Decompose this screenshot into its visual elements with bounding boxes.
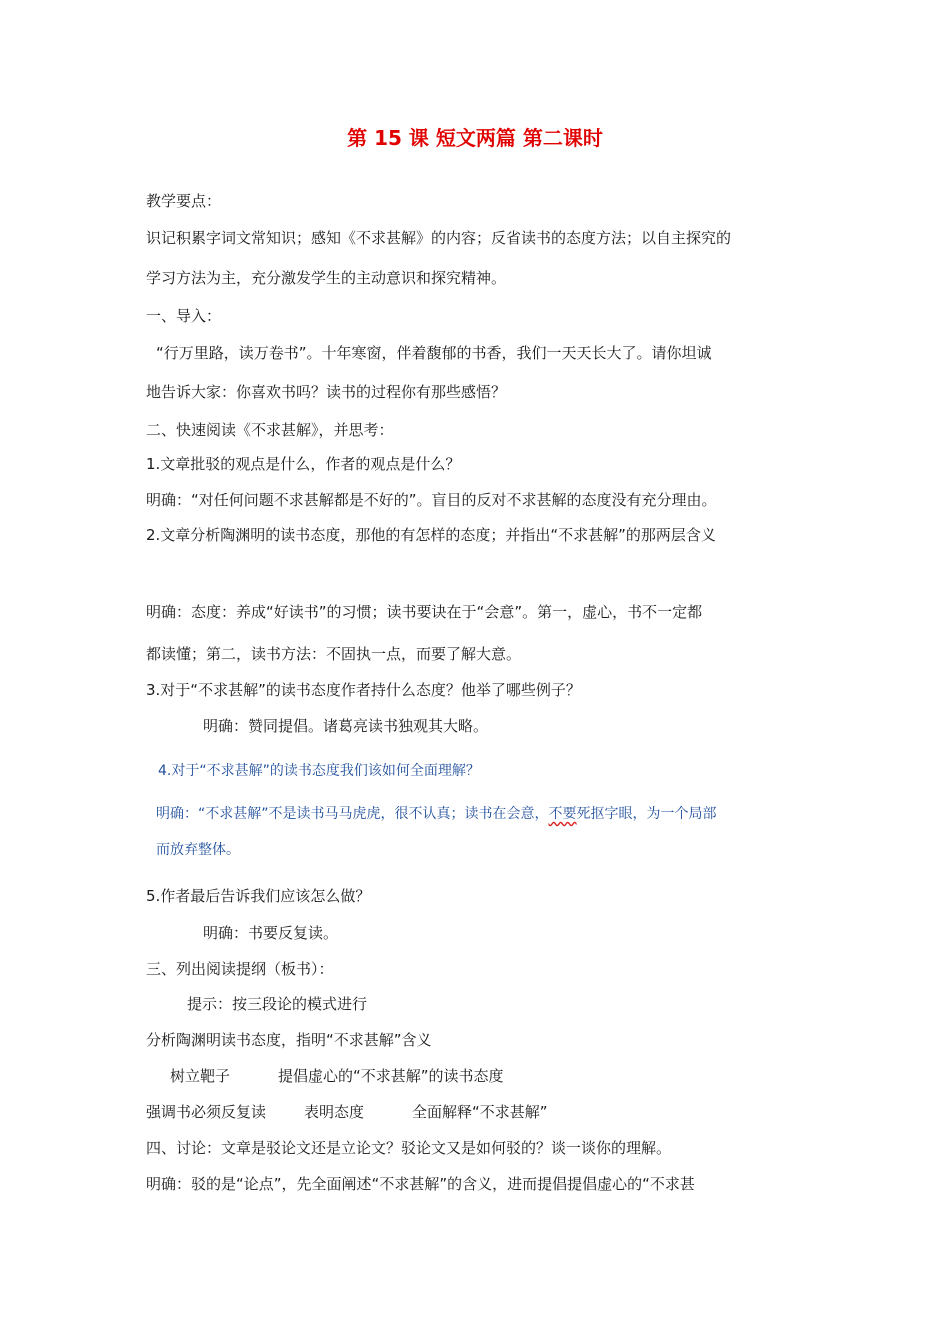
answer-1: 明确：“对任何问题不求甚解都是不好的”。盲目的反对不求甚解的态度没有充分理由。: [146, 491, 717, 509]
question-5: 5.作者最后告诉我们应该怎么做？: [146, 887, 371, 905]
goals-text-1: 识记积累字词文常知识；感知《不求甚解》的内容；反省读书的态度方法；以自主探究的: [146, 229, 732, 247]
answer-2-line-1: 明确：态度：养成“好读书”的习惯；读书要诀在于“会意”。第一，虚心，书不一定都: [146, 603, 703, 621]
answer-5: 明确：书要反复读。: [203, 924, 339, 942]
discussion-question: 四、讨论：文章是驳论文还是立论文？驳论文又是如何驳的？谈一谈你的理解。: [146, 1139, 672, 1157]
outline-heading: 三、列出阅读提纲（板书）：: [146, 960, 334, 978]
question-2: 2.文章分析陶渊明的读书态度，那他的有怎样的态度；并指出“不求甚解”的那两层含义: [146, 526, 716, 544]
reading-heading: 二、快速阅读《不求甚解》，并思考：: [146, 421, 394, 439]
outline-hint: 提示：按三段论的模式进行: [187, 995, 368, 1013]
answer-4-line-1: [156, 804, 717, 824]
answer-4-text-b: 不要: [548, 806, 577, 822]
intro-text-1: “行万里路，读万卷书”。十年寒窗，伴着馥郁的书香，我们一天天长大了。请你坦诚: [156, 344, 712, 362]
outline-item-2b: 提倡虚心的“不求甚解”的读书态度: [278, 1067, 504, 1085]
outline-item-3b: 表明态度: [304, 1103, 365, 1121]
outline-item-2a: 树立靶子: [170, 1067, 231, 1085]
answer-2-line-2: 都读懂；第二，读书方法：不固执一点，而要了解大意。: [146, 645, 522, 663]
goals-text-2: 学习方法为主，充分激发学生的主动意识和探究精神。: [146, 269, 507, 287]
question-3: 3.对于“不求甚解”的读书态度作者持什么态度？他举了哪些例子？: [146, 681, 581, 699]
goals-heading: 教学要点：: [146, 192, 222, 210]
answer-4-text-c: 死抠字眼，为一个局部: [576, 806, 717, 822]
question-1: 1.文章批驳的观点是什么，作者的观点是什么？: [146, 455, 461, 473]
question-4: 4.对于“不求甚解”的读书态度我们该如何全面理解？: [158, 763, 480, 779]
outline-item-3c: 全面解释“不求甚解”: [412, 1103, 548, 1121]
intro-text-2: 地告诉大家：你喜欢书吗？读书的过程你有那些感悟？: [146, 383, 507, 401]
discussion-answer: 明确：驳的是“论点”，先全面阐述“不求甚解”的含义，进而提倡提倡虚心的“不求甚: [146, 1175, 695, 1193]
answer-4-line-2: 而放弃整体。: [156, 842, 240, 858]
answer-3: 明确：赞同提倡。诸葛亮读书独观其大略。: [203, 717, 489, 735]
outline-item-3a: 强调书必须反复读: [146, 1103, 267, 1121]
intro-heading: 一、导入：: [146, 307, 222, 325]
page-title: 第 15 课 短文两篇 第二课时: [347, 126, 603, 150]
outline-item-1: 分析陶渊明读书态度，指明“不求甚解”含义: [146, 1031, 432, 1049]
answer-4-text-a: 明确：“不求甚解”不是读书马马虎虎，很不认真；读书在会意，: [156, 806, 549, 822]
